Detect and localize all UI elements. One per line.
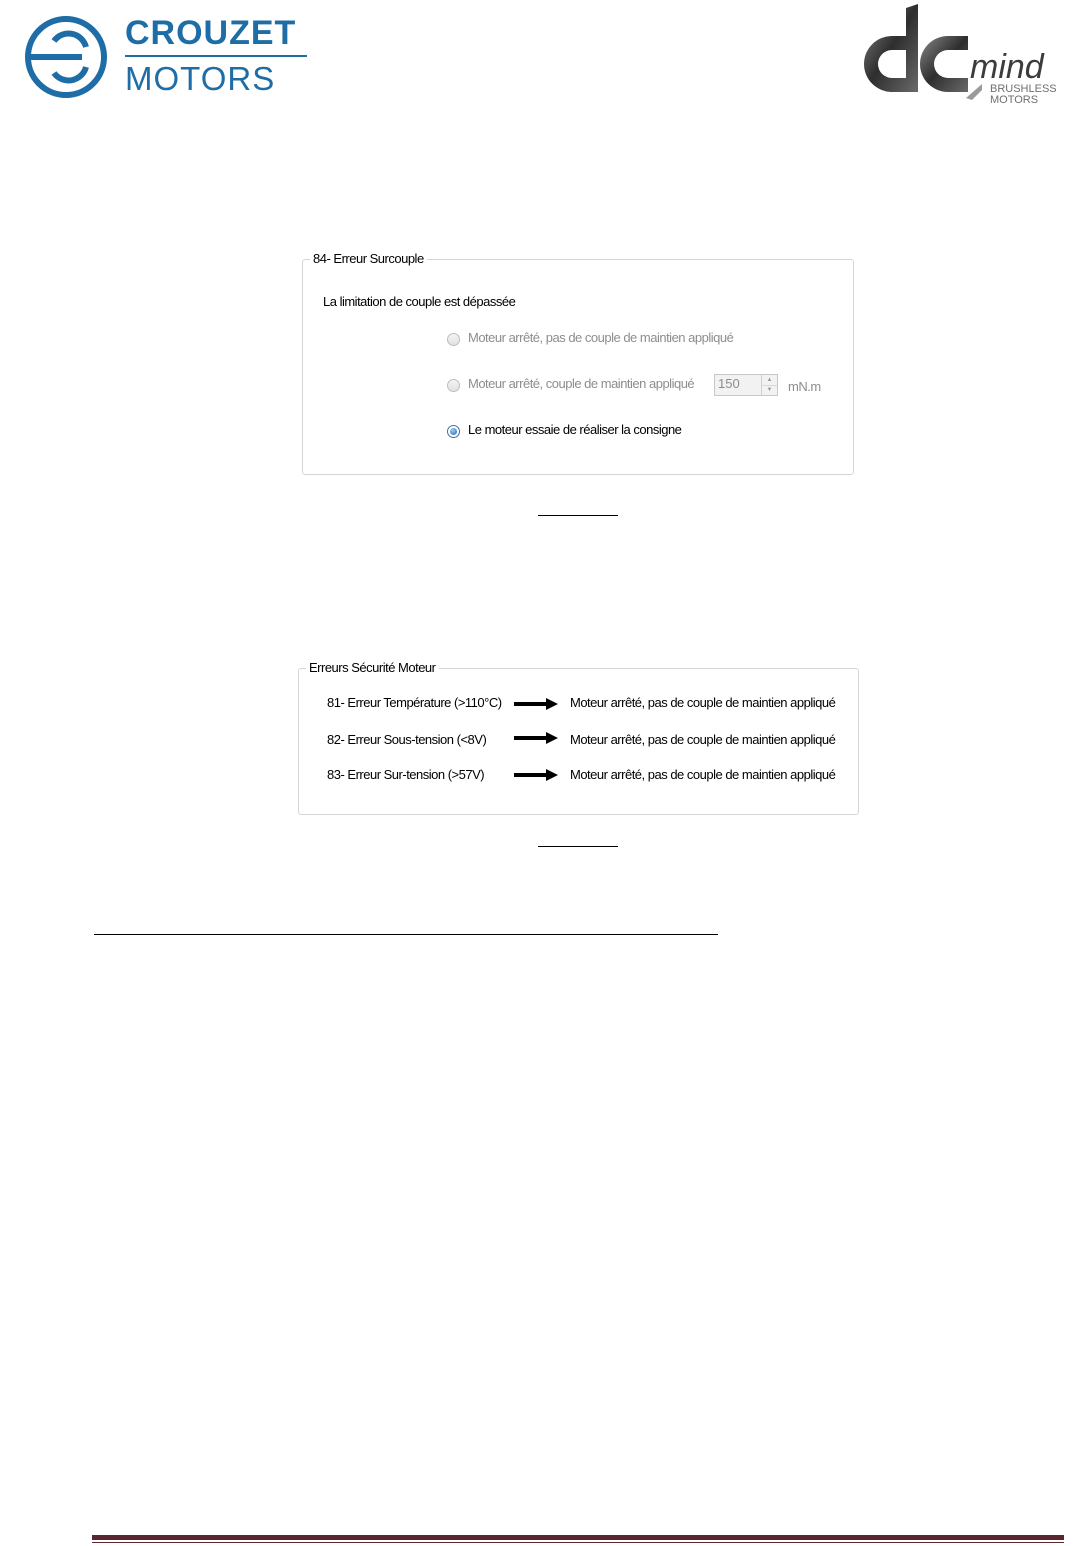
holding-torque-unit: mN.m — [788, 379, 821, 394]
error-82-action: Moteur arrêté, pas de couple de maintien appliqué — [570, 732, 836, 747]
securite-groupbox-title: Erreurs Sécurité Moteur — [306, 660, 439, 675]
crouzet-emblem-icon — [24, 14, 124, 102]
figure-caption-underline-2 — [538, 846, 618, 847]
spinbox-buttons[interactable] — [761, 375, 777, 395]
error-82-label: 82- Erreur Sous-tension (<8V) — [327, 732, 487, 747]
section-heading-underline — [94, 934, 718, 935]
logo-text-motors: MOTORS — [125, 60, 276, 97]
svg-text:MOTORS: MOTORS — [990, 94, 1039, 106]
surcouple-description: La limitation de couple est dépassée — [323, 294, 516, 309]
radio-stopped-no-holding-label[interactable]: Moteur arrêté, pas de couple de maintien appliqué — [468, 330, 734, 345]
spin-down-icon[interactable]: ▼ — [766, 387, 773, 393]
securite-groupbox — [298, 660, 859, 815]
radio-motor-tries-setpoint-label[interactable]: Le moteur essaie de réaliser la consigne — [468, 422, 682, 437]
figure-caption-underline-1 — [538, 515, 618, 516]
crouzet-motors-logo — [24, 14, 309, 102]
surcouple-groupbox-title: 84- Erreur Surcouple — [310, 251, 427, 266]
holding-torque-spinbox[interactable] — [714, 374, 778, 396]
logo-text-crouzet: CROUZET — [125, 14, 297, 52]
logo-divider — [125, 55, 307, 57]
footer-rule — [92, 1535, 1064, 1540]
radio-stopped-holding[interactable] — [447, 379, 460, 392]
svg-text:BRUSHLESS: BRUSHLESS — [990, 83, 1057, 95]
error-81-label: 81- Erreur Température (>110°C) — [327, 695, 502, 710]
arrow-right-icon — [514, 769, 558, 781]
arrow-right-icon — [514, 732, 558, 744]
error-83-action: Moteur arrêté, pas de couple de maintien appliqué — [570, 767, 836, 782]
error-83-label: 83- Erreur Sur-tension (>57V) — [327, 767, 485, 782]
spin-up-icon[interactable]: ▲ — [762, 375, 777, 386]
dcmind-logo — [862, 2, 1074, 106]
radio-stopped-no-holding[interactable] — [447, 333, 460, 346]
radio-stopped-holding-label[interactable]: Moteur arrêté, couple de maintien appliqué — [468, 376, 695, 391]
svg-text:mind: mind — [970, 48, 1044, 86]
footer-rule-thin — [92, 1542, 1064, 1543]
radio-motor-tries-setpoint[interactable] — [447, 425, 460, 438]
holding-torque-value[interactable]: 150 — [718, 376, 740, 391]
arrow-right-icon — [514, 698, 558, 710]
surcouple-groupbox — [302, 251, 854, 475]
error-81-action: Moteur arrêté, pas de couple de maintien appliqué — [570, 695, 836, 710]
